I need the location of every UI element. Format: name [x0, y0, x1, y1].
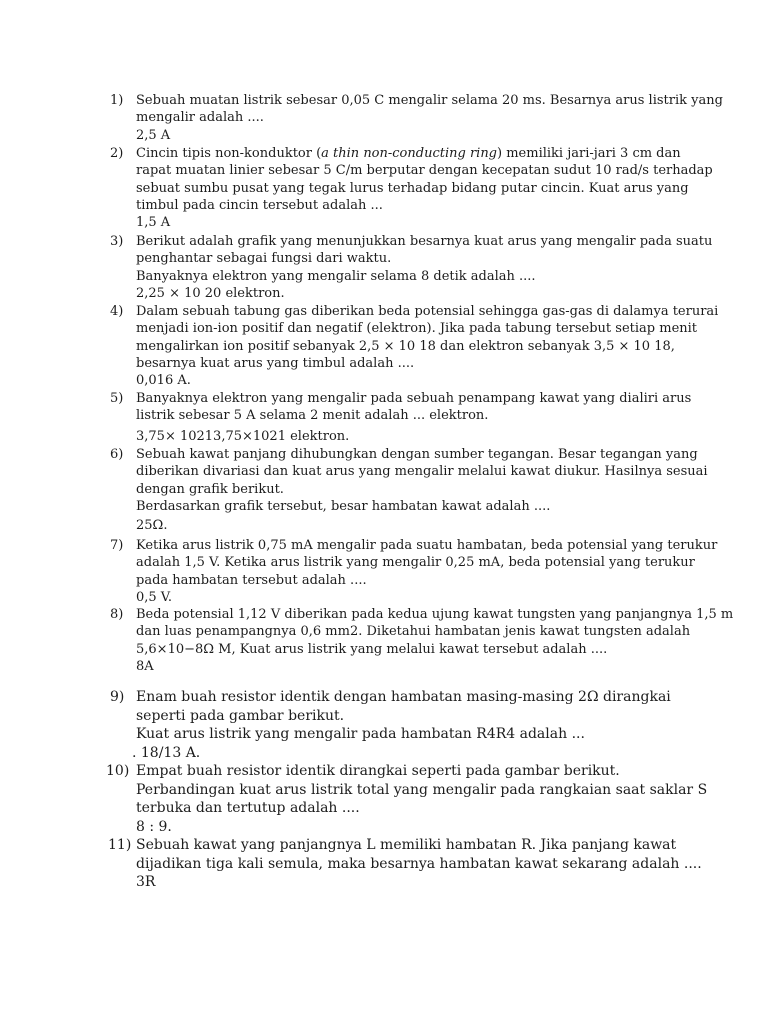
question-number: 7): [110, 538, 124, 553]
question-body: [136, 390, 696, 445]
question-text: Perbandingan kuat arus listrik total yang mengalir pada rangkaian saat saklar S: [136, 781, 708, 798]
answer-text: 8 : 9.: [136, 818, 172, 835]
answer-text: . 18/13 A.: [132, 744, 201, 761]
question-body: [136, 537, 718, 606]
question-body: [136, 446, 708, 534]
question-body: [136, 145, 713, 231]
question-text: adalah 1,5 V. Ketika arus listrik yang mengalir 0,25 mA, beda potensial yang terukur: [136, 555, 695, 571]
question-number: 1): [110, 93, 124, 108]
question-text: rapat muatan linier sebesar 5 C/m berputar dengan kecepatan sudut 10 rad/s terhadap: [136, 163, 713, 179]
answer-text: 3R: [136, 874, 156, 890]
question-text: Ketika arus listrik 0,75 mA mengalir pada suatu hambatan, beda potensial yang terukur: [136, 538, 718, 553]
question-number: 2): [110, 146, 124, 161]
question-text: 5,6×10−8Ω M, Kuat arus listrik yang melalui kawat tersebut adalah ....: [136, 641, 608, 657]
question-number: 11): [108, 837, 132, 853]
question-text: sebuat sumbu pusat yang tegak lurus terhadap bidang putar cincin. Kuat arus yang: [136, 180, 689, 196]
question-text: dengan grafik berikut.: [136, 481, 284, 497]
question-text: Beda potensial 1,12 V diberikan pada kedua ujung kawat tungsten yang panjangnya 1,5 m: [136, 607, 734, 622]
question-text: Sebuah kawat panjang dihubungkan dengan sumber tegangan. Besar tegangan yang: [136, 447, 698, 462]
question-text: diberikan divariasi dan kuat arus yang mengalir melalui kawat diukur. Hasilnya sesuai: [136, 464, 708, 480]
answer-text: 3,75× 10213,75×1021 elektron.: [136, 428, 350, 444]
question-text: mengalirkan ion positif sebanyak 2,5 × 10 18 dan elektron sebanyak 3,5 × 10 18,: [136, 338, 675, 354]
question-text: Empat buah resistor identik dirangkai seperti pada gambar berikut.: [136, 763, 620, 779]
question-text: listrik sebesar 5 A selama 2 menit adalah ... elektron.: [136, 408, 489, 424]
question-text: dan luas penampangnya 0,6 mm2. Diketahui hambatan jenis kawat tungsten adalah: [136, 624, 691, 640]
question-body: [136, 762, 708, 836]
question-text: mengalir adalah ....: [136, 110, 264, 126]
question-text: besarnya kuat arus yang timbul adalah ....: [136, 355, 415, 371]
answer-text: 2,25 × 10 20 elektron.: [136, 285, 285, 301]
question-number: 5): [110, 391, 124, 406]
question-text: timbul pada cincin tersebut adalah ...: [136, 197, 383, 213]
question-text: Sebuah kawat yang panjangnya L memiliki hambatan R. Jika panjang kawat: [136, 837, 677, 853]
answer-text: 8A: [136, 658, 154, 674]
question-body: [136, 606, 734, 675]
question-text: Banyaknya elektron yang mengalir pada sebuah penampang kawat yang dialiri arus: [136, 391, 692, 406]
question-text: seperti pada gambar berikut.: [136, 707, 345, 724]
question-body: [136, 233, 713, 302]
question-number: 9): [110, 689, 125, 705]
question-number: 4): [110, 304, 124, 319]
question-text: Berikut adalah grafik yang menunjukkan besarnya kuat arus yang mengalir pada suatu: [136, 234, 713, 249]
question-body: [136, 836, 702, 892]
question-text: Berdasarkan grafik tersebut, besar hambatan kawat adalah ....: [136, 498, 551, 514]
question-text-pre: Cincin tipis non-konduktor (: [136, 146, 322, 161]
question-text: Dalam sebuah tabung gas diberikan beda potensial sehingga gas-gas di dalamya terurai: [136, 304, 719, 319]
question-text: [136, 145, 696, 162]
question-body: [136, 303, 719, 389]
answer-text: 25Ω.: [136, 518, 168, 534]
question-number: 10): [106, 763, 130, 779]
question-text: Kuat arus listrik yang mengalir pada hambatan R4R4 adalah ...: [136, 726, 585, 742]
question-text: penghantar sebagai fungsi dari waktu.: [136, 251, 392, 267]
question-number: 8): [110, 607, 124, 622]
question-text: Sebuah muatan listrik sebesar 0,05 C mengalir selama 20 ms. Besarnya arus listrik yang: [136, 93, 723, 108]
question-number: 6): [110, 447, 124, 462]
question-text-italic: a thin non-conducting ring: [321, 146, 498, 161]
question-text: pada hambatan tersebut adalah ....: [136, 572, 367, 588]
question-text: menjadi ion-ion positif dan negatif (elektron). Jika pada tabung tersebut setiap menit: [136, 321, 698, 337]
answer-text: 0,016 A.: [136, 373, 191, 389]
question-body: [132, 688, 696, 762]
question-text: dijadikan tiga kali semula, maka besarnya hambatan kawat sekarang adalah ....: [136, 855, 702, 872]
answer-text: 1,5 A: [136, 215, 171, 231]
question-number: 3): [110, 234, 124, 249]
question-body: [136, 92, 723, 144]
answer-text: 2,5 A: [136, 127, 171, 143]
question-text: Enam buah resistor identik dengan hambatan masing-masing 2Ω dirangkai: [136, 689, 671, 705]
question-text: terbuka dan tertutup adalah ....: [136, 800, 360, 816]
question-text-post: ) memiliki jari-jari 3 cm dan: [497, 146, 681, 161]
answer-text: 0,5 V.: [136, 589, 173, 605]
question-text: Banyaknya elektron yang mengalir selama 8 detik adalah ....: [136, 268, 536, 284]
